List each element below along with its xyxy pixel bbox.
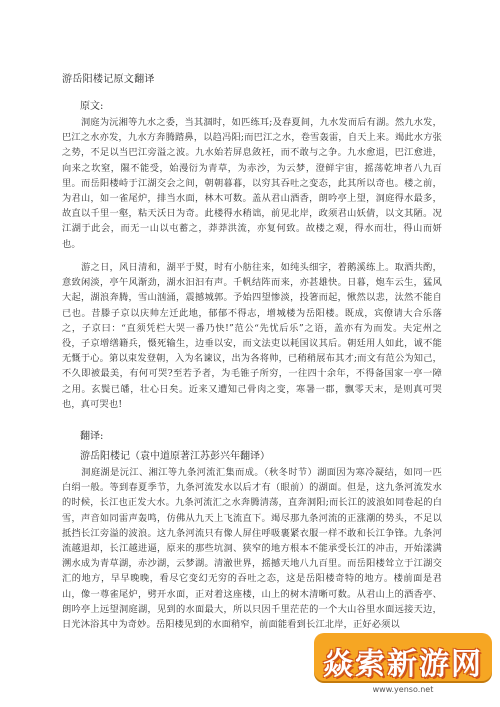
original-paragraph-2 bbox=[62, 260, 442, 412]
document-title: 游岳阳楼记原文翻译 bbox=[62, 74, 155, 85]
original-paragraph-1-text: 洞庭为沅湘等九水之委，当其涸时，如匹练耳;及春夏间，九水发而后有湖。然九水发，巴江之水亦发，九水方奔腾踏鼻，以趋冯阳;而巴江之水，卷雪轰雷，自天上来。竭此水方张之势，不足以当巴江旁溢之波。九水始若屏息敛衽，而不敢与之争。九水愈退，巴江愈进，向来之坎窒，隰不能受，始漫衍为青草，为赤沙，为云梦，澄鲜宇宙，摇荡乾坤者八九百里。而岳阳楼峙于江湖交会之间，朝朝暮暮，以穷其吞吐之变态，此其所以奇也。楼之前，为君山，如一雀尾炉，排当水面，林木可数。盖从君山酒香，朗吟亭上望，洞庭得水最多，故直以千里一壑，粘天沃日为奇。此楼得水稍诎，前见北岸，政须君山妖倩，以文其陋。况江湖于此会，而无一山以屯蓄之，莽莽洪流，亦复何致。故楼之观，得水而壮，得山而妍也。 bbox=[62, 117, 442, 250]
watermark-brand: 焱索新游网 bbox=[323, 647, 483, 682]
original-paragraph-1 bbox=[62, 115, 442, 252]
site-watermark bbox=[314, 633, 492, 699]
section-heading-original: 原文: bbox=[80, 101, 104, 112]
translation-title: 游岳阳楼记（袁中道原著江苏彭兴年翻译） bbox=[80, 451, 270, 462]
section-heading-translation: 翻译: bbox=[80, 431, 104, 442]
translation-paragraph bbox=[62, 465, 442, 632]
watermark-url: www.yenso.net bbox=[372, 685, 434, 694]
translation-paragraph-text: 洞庭湖是沅江、湘江等九条河流汇集而成。（秋冬时节）湖面因为寒冷凝结，如同一匹白绢一般。等到春夏季节，九条河流发水以后才有（眼前）的湖面。但是，这九条河流发水的时候，长江也正发大水。九条河流汇之水奔腾清荡，直奔洞阳;而长江的波浪如同卷起的白雪，声音如同雷声轰鸣，仿佛从九天上飞流直下。竭尽那九条河流的正涨潮的势头，不足以抵挡长江旁溢的波浪。这九条河流只有像人屏住呼吸裹紧衣服一样不敢和长江争锋。九条河流越退却，长江越进逼，原来的那些坑洞、狭窄的地方根本不能承受长江的冲击，开始漾满溯水成为青草湖，赤沙湖，云梦湖。清澈世界，摇撼天地八九百里。而岳阳楼耸立于江湖交汇的地方，早早晚晚，看尽它变幻无穷的吞吐之态，这是岳阳楼奇特的地方。楼前面是君山，像一尊雀尾炉，劈开水面，正对着这座楼，山上的树木清晰可数。从君山上的酒香亭、朗吟亭上远望洞庭湖，见到的水面最大，所以只因千里茫茫的一个大山谷里水面远接天边，日光沐浴其中为奇妙。岳阳楼见到的水面稍窄，前面能看到长江北岸，正好必须以 bbox=[62, 467, 442, 631]
original-paragraph-2-text: 游之日，风日清和，湖平于熨，时有小舫往来，如纯头细字，着鹅溪练上。取酒共酌，意致闲淡，亭午风渐劲，湖水汩汩有声。千帆结阵而来，亦甚雄快。日暮，炮车云生，猛风大起，湖浪奔腾，雪山汹涌，震撼城郭。予始四望惨淡，投箸而起，愀然以悲，汰然不能自已也。昔滕子京以庆帅左迁此地，郁郁不得志，增城楼为岳阳楼。既成，宾僚请大合乐落之，子京曰：“直须凭栏大哭一番乃快!”范公“先忧后乐”之语，盖亦有为而发。夫定州之役，子京增缮籍兵，慑死输生，边垂以安，而文法吏以耗国议其后。朝廷用人如此，诚不能无慨于心。第以束发登朝，入为名谏议，出为各将帅，已稍稍展布其才;而文有范公为知己，不久即被最美，有何可哭?至若予者，为毛锥子所穷，一往四十余年，不得备国家一亭一障之用。玄鬓已皤，壮心日矣。近来又遭知己骨肉之变，寒暑一郡，飘零天末，是则真可哭也，真可哭也! bbox=[62, 262, 442, 410]
